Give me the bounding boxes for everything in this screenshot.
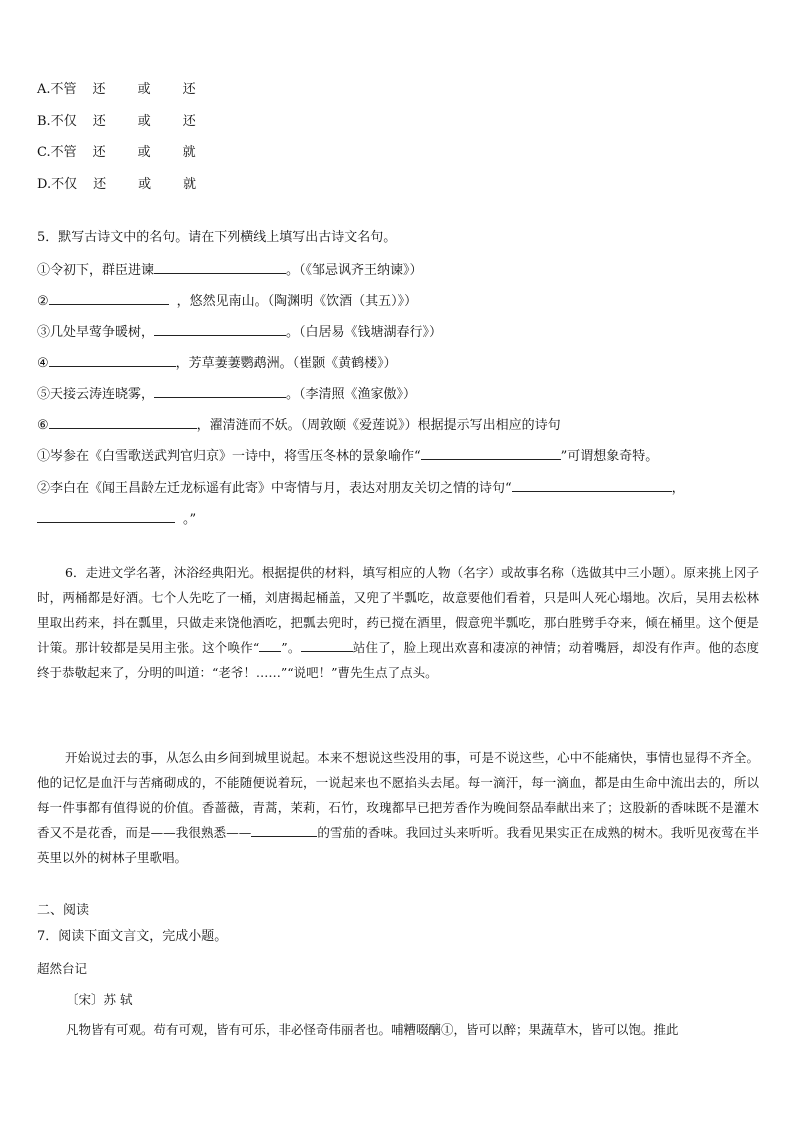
option-c: C.不管 还 或 就: [37, 145, 196, 160]
answer-blank[interactable]: [259, 639, 281, 652]
option-d: D.不仅 还 或 就: [37, 177, 197, 192]
essay-title: 超然台记: [37, 961, 88, 976]
q5-line-2: ② ，悠然见南山。（陶渊明《饮酒（其五）》）: [37, 294, 418, 309]
q6-paragraph-2: 开始说过去的事，从怎么由乡间到城里说起。本来不想说这些没用的事，可是不说这些，心中不能痛快，事情也显得不齐全。他的记忆是血汗与苦痛砌成的，不能随便说着玩，一说起来也不愿掐头去尾。每一滴汗，每一滴血，都是由生命中流出去的，所以每一件事都有值得说的价值。香蔷薇，青蒿，茉莉，石竹，玫瑰都早已把芳香作为晚间祭品奉献出来了；这股新的香味既不是灌木香又不是花香，而是——我很熟悉—— 的雪茄的香味。我回过头来听听。我看见果实正在成熟的树木。我听见夜莺在半英里以外的树林子里歌唱。: [37, 750, 759, 865]
q5-title: 5．默写古诗文中的名句。请在下列横线上填写出古诗文名句。: [37, 230, 397, 245]
q5-line-6: ⑥ ，濯清涟而不妖。（周敦颐《爱莲说》）根据提示写出相应的诗句: [37, 418, 561, 433]
q7-title: 7．阅读下面文言文，完成小题。: [37, 929, 228, 944]
answer-blank[interactable]: [421, 447, 561, 460]
essay-author: 〔宋〕苏 轼: [66, 992, 133, 1007]
answer-blank[interactable]: [49, 354, 176, 367]
q5-line-4: ④ ，芳草萋萋鹦鹉洲。（崔颢《黄鹤楼》）: [37, 356, 397, 371]
answer-blank[interactable]: [154, 261, 286, 274]
option-letter: A.: [37, 82, 51, 97]
q5-line-3: ③几处早莺争暖树， 。（白居易《钱塘湖春行》）: [37, 325, 443, 340]
answer-blank[interactable]: [49, 416, 197, 429]
q5-line-1: ①令初下，群臣进谏 。（《邹忌讽齐王纳谏》）: [37, 263, 423, 278]
answer-blank[interactable]: [49, 292, 169, 305]
q5-line-5: ⑤天接云涛连晓雾， 。（李清照《渔家傲》）: [37, 387, 417, 402]
option-b: B.不仅 还 或 还: [37, 114, 196, 129]
answer-blank[interactable]: [37, 510, 175, 523]
q5-line-7: ①岑参在《白雪歌送武判官归京》一诗中，将雪压冬林的景象喻作“ ”可谓想象奇特。: [37, 449, 659, 464]
answer-blank[interactable]: [154, 385, 286, 398]
q5-line-8: ②李白在《闻王昌龄左迁龙标遥有此寄》中寄情与月，表达对朋友关切之情的诗句“ ，: [37, 481, 685, 496]
section-heading: 二、阅读: [37, 903, 90, 918]
q5-line-9: 。”: [37, 510, 196, 528]
answer-blank[interactable]: [512, 479, 672, 492]
essay-paragraph: 凡物皆有可观。苟有可观，皆有可乐，非必怪奇伟丽者也。哺糟啜醨①，皆可以醉；果蔬草木，皆可以饱。推此: [66, 1022, 679, 1037]
answer-blank[interactable]: [301, 639, 353, 652]
q6-paragraph-1: 6．走进文学名著，沐浴经典阳光。根据提供的材料，填写相应的人物（名字）或故事名称（选做其中三小题）。原来挑上冈子时，两桶都是好酒。七个人先吃了一桶，刘唐揭起桶盖，又兜了半瓢吃，故意要他们看着，只是叫人死心塌地。次后，吴用去松林里取出药来，抖在瓢里，只做走来饶他酒吃，把瓢去兜时，药已搅在酒里，假意兜半瓢吃，那白胜劈手夺来，倾在桶里。这个便是计策。那计较都是吴用主张。这个唤作“ ”。 站住了，脸上现出欢喜和凄凉的神情；动着嘴唇，却没有作声。他的态度终于恭敬起来了，分明的叫道：“老爷！……”“说吧！”曹先生点了点头。: [37, 565, 759, 680]
answer-blank[interactable]: [154, 323, 286, 336]
answer-blank[interactable]: [251, 824, 317, 837]
option-a: A.不管 还 或 还: [37, 82, 196, 97]
